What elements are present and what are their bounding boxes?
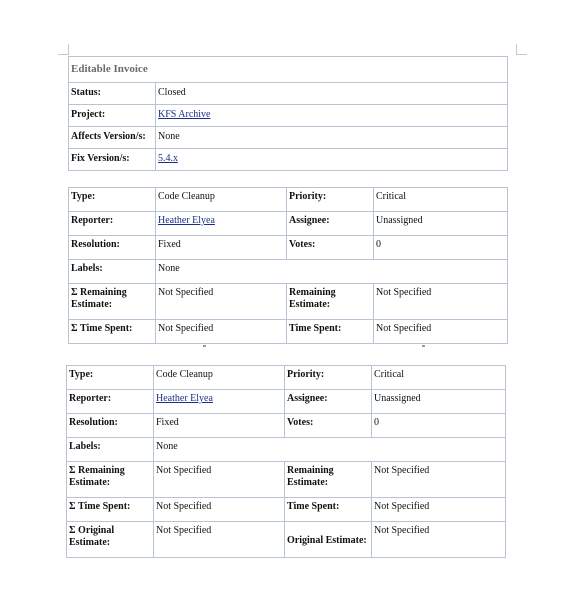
resolution-value: Fixed	[156, 236, 287, 260]
votes-value: 0	[374, 236, 508, 260]
reporter-label: Reporter:	[69, 212, 156, 236]
table-row	[67, 498, 506, 522]
invoice-title: Editable Invoice	[69, 57, 508, 83]
reporter-link[interactable]: Heather Elyea	[156, 393, 213, 404]
labels-value: None	[154, 438, 506, 462]
table-row	[69, 320, 508, 344]
original-estimate-label: Original Estimate:	[285, 522, 372, 558]
fix-version-label: Fix Version/s:	[69, 149, 156, 171]
remaining-estimate-label: Remaining Estimate:	[285, 462, 372, 498]
project-label: Project:	[69, 105, 156, 127]
page-corner-mark-left	[58, 44, 69, 55]
separator-mark	[203, 345, 206, 347]
table-row	[67, 390, 506, 414]
table-row	[67, 462, 506, 498]
assignee-value: Unassigned	[374, 212, 508, 236]
table-row	[67, 414, 506, 438]
labels-value: None	[156, 260, 508, 284]
sigma-remaining-estimate-label: Σ Remaining Estimate:	[69, 284, 156, 320]
sigma-remaining-estimate-value: Not Specified	[154, 462, 285, 498]
remaining-estimate-value: Not Specified	[372, 462, 506, 498]
table-row	[69, 212, 508, 236]
type-value: Code Cleanup	[156, 188, 287, 212]
table-row	[69, 260, 508, 284]
sigma-original-estimate-value: Not Specified	[154, 522, 285, 558]
table-row	[67, 438, 506, 462]
sigma-remaining-estimate-value: Not Specified	[156, 284, 287, 320]
table-row	[69, 105, 508, 127]
votes-value: 0	[372, 414, 506, 438]
time-spent-value: Not Specified	[372, 498, 506, 522]
fix-version-link[interactable]: 5.4.x	[158, 153, 178, 164]
priority-value: Critical	[372, 366, 506, 390]
project-link[interactable]: KFS Archive	[158, 109, 211, 120]
table-row	[69, 188, 508, 212]
table-row	[69, 149, 508, 171]
sigma-original-estimate-label: Σ Original Estimate:	[67, 522, 154, 558]
sigma-time-spent-value: Not Specified	[156, 320, 287, 344]
resolution-value: Fixed	[154, 414, 285, 438]
remaining-estimate-label: Remaining Estimate:	[287, 284, 374, 320]
table-row	[69, 83, 508, 105]
sigma-remaining-estimate-label: Σ Remaining Estimate:	[67, 462, 154, 498]
separator-mark	[422, 345, 425, 347]
status-value: Closed	[156, 83, 508, 105]
type-value: Code Cleanup	[154, 366, 285, 390]
time-spent-label: Time Spent:	[285, 498, 372, 522]
sigma-time-spent-label: Σ Time Spent:	[67, 498, 154, 522]
reporter-link[interactable]: Heather Elyea	[158, 215, 215, 226]
issue-details-table-2	[66, 365, 506, 558]
sigma-time-spent-label: Σ Time Spent:	[69, 320, 156, 344]
affects-version-value: None	[156, 127, 508, 149]
table-row	[67, 366, 506, 390]
priority-label: Priority:	[287, 188, 374, 212]
table-row	[67, 522, 506, 558]
table-row	[69, 236, 508, 260]
time-spent-label: Time Spent:	[287, 320, 374, 344]
time-spent-value: Not Specified	[374, 320, 508, 344]
labels-label: Labels:	[67, 438, 154, 462]
reporter-label: Reporter:	[67, 390, 154, 414]
type-label: Type:	[69, 188, 156, 212]
affects-version-label: Affects Version/s:	[69, 127, 156, 149]
resolution-label: Resolution:	[69, 236, 156, 260]
type-label: Type:	[67, 366, 154, 390]
page-corner-mark-right	[516, 44, 527, 55]
remaining-estimate-value: Not Specified	[374, 284, 508, 320]
priority-value: Critical	[374, 188, 508, 212]
assignee-value: Unassigned	[372, 390, 506, 414]
labels-label: Labels:	[69, 260, 156, 284]
resolution-label: Resolution:	[67, 414, 154, 438]
issue-details-table-1	[68, 187, 508, 344]
sigma-time-spent-value: Not Specified	[154, 498, 285, 522]
assignee-label: Assignee:	[285, 390, 372, 414]
votes-label: Votes:	[287, 236, 374, 260]
invoice-summary-table	[68, 56, 508, 171]
assignee-label: Assignee:	[287, 212, 374, 236]
original-estimate-value: Not Specified	[372, 522, 506, 558]
priority-label: Priority:	[285, 366, 372, 390]
status-label: Status:	[69, 83, 156, 105]
table-row	[69, 284, 508, 320]
votes-label: Votes:	[285, 414, 372, 438]
table-row	[69, 127, 508, 149]
